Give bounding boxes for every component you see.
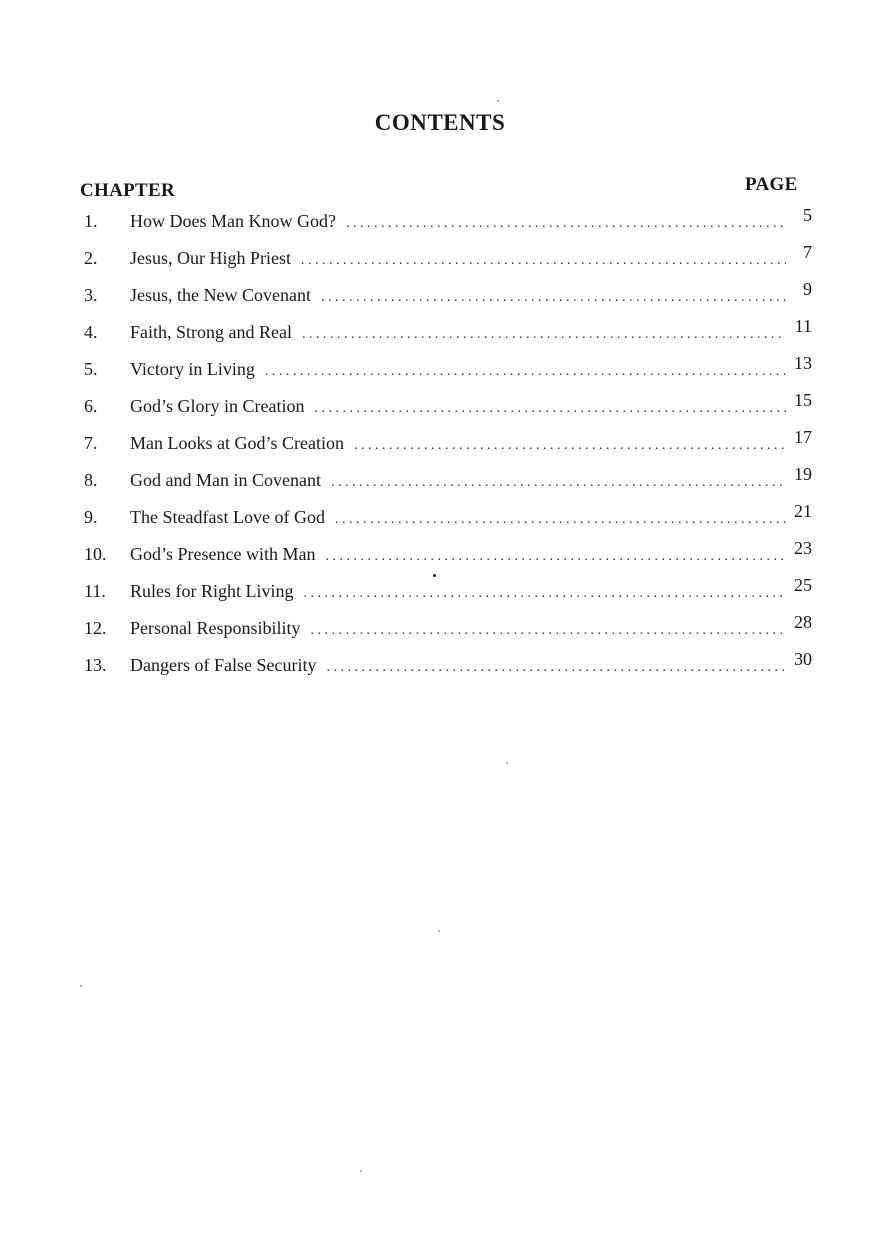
chapter-page-number: 11 <box>794 316 812 336</box>
chapter-page-number: 5 <box>803 205 812 225</box>
toc-entry <box>84 464 812 507</box>
chapter-title: Victory in Living <box>130 359 255 379</box>
chapter-number: 1. <box>84 211 98 231</box>
chapter-column-header: CHAPTER <box>80 180 175 201</box>
chapter-page-number: 23 <box>794 538 812 558</box>
toc-entry <box>84 205 812 248</box>
chapter-page-number: 28 <box>794 612 812 632</box>
chapter-page-number: 13 <box>794 353 812 373</box>
chapter-number: 7. <box>84 433 98 453</box>
chapter-page-number: 21 <box>794 501 812 521</box>
dot-leader <box>331 475 786 491</box>
dot-leader <box>314 401 786 417</box>
scan-speck <box>433 574 436 577</box>
toc-entry <box>84 390 812 433</box>
toc-entry <box>84 612 812 655</box>
toc-entry <box>84 501 812 544</box>
toc-entry <box>84 242 812 285</box>
chapter-title: The Steadfast Love of God <box>130 507 325 527</box>
chapter-page-number: 30 <box>794 649 812 669</box>
chapter-title: Personal Responsibility <box>130 618 301 638</box>
chapter-number: 5. <box>84 359 98 379</box>
toc-entry <box>84 279 812 322</box>
dot-leader <box>346 216 786 232</box>
chapter-title: Faith, Strong and Real <box>130 322 292 342</box>
toc-entry <box>84 649 812 692</box>
page-title: CONTENTS <box>374 110 506 135</box>
chapter-title: How Does Man Know God? <box>130 211 336 231</box>
chapter-page-number: 19 <box>794 464 812 484</box>
scan-speck <box>80 985 82 987</box>
chapter-number: 10. <box>84 544 107 564</box>
scan-speck <box>497 100 499 102</box>
chapter-number: 8. <box>84 470 98 490</box>
chapter-title: Jesus, Our High Priest <box>130 248 291 268</box>
chapter-number: 6. <box>84 396 98 416</box>
toc-entry <box>84 427 812 470</box>
scan-speck <box>506 762 508 764</box>
chapter-number: 9. <box>84 507 98 527</box>
chapter-number: 4. <box>84 322 98 342</box>
chapter-number: 3. <box>84 285 98 305</box>
dot-leader <box>265 364 786 380</box>
chapter-number: 12. <box>84 618 107 638</box>
dot-leader <box>302 327 786 343</box>
dot-leader <box>354 438 786 454</box>
chapter-title: Jesus, the New Covenant <box>130 285 311 305</box>
chapter-page-number: 7 <box>803 242 812 262</box>
chapter-title: God’s Presence with Man <box>130 544 316 564</box>
page-column-header: PAGE <box>745 174 798 195</box>
toc-entry <box>84 538 812 581</box>
chapter-title: God’s Glory in Creation <box>130 396 305 416</box>
toc-entry <box>84 316 812 359</box>
table-of-contents <box>84 205 812 692</box>
chapter-number: 11. <box>84 581 106 601</box>
scan-speck <box>360 1170 362 1172</box>
chapter-page-number: 17 <box>794 427 812 447</box>
toc-entry <box>84 353 812 396</box>
scan-speck <box>438 930 440 932</box>
dot-leader <box>311 623 787 639</box>
toc-entry <box>84 575 812 618</box>
chapter-title: Rules for Right Living <box>130 581 294 601</box>
dot-leader <box>335 512 786 528</box>
chapter-page-number: 15 <box>794 390 812 410</box>
chapter-page-number: 25 <box>794 575 812 595</box>
dot-leader <box>325 549 786 565</box>
dot-leader <box>301 253 786 269</box>
chapter-title: Dangers of False Security <box>130 655 317 675</box>
chapter-page-number: 9 <box>803 279 812 299</box>
dot-leader <box>326 660 786 676</box>
chapter-title: Man Looks at God’s Creation <box>130 433 344 453</box>
chapter-number: 13. <box>84 655 107 675</box>
chapter-title: God and Man in Covenant <box>130 470 321 490</box>
dot-leader <box>304 586 787 602</box>
dot-leader <box>321 290 786 306</box>
chapter-number: 2. <box>84 248 98 268</box>
